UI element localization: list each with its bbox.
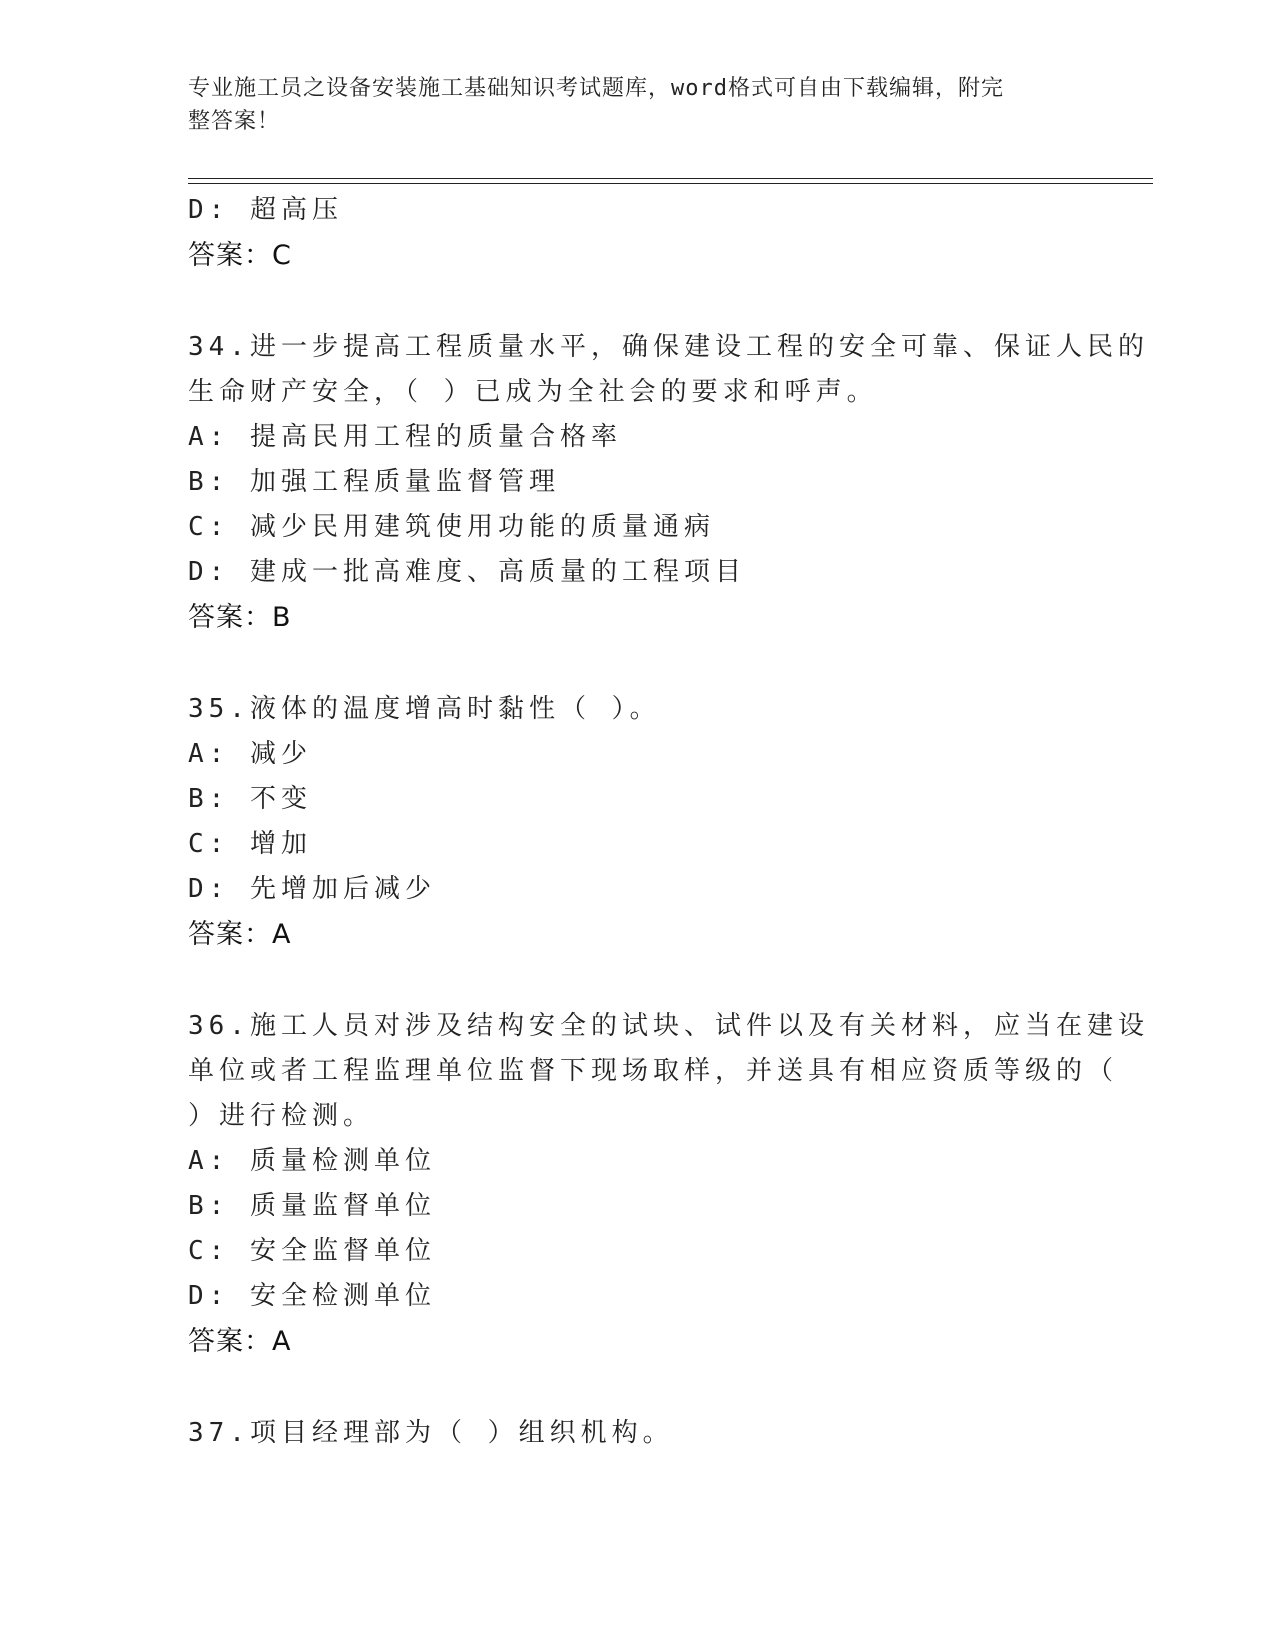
answer: 答案：B (188, 602, 292, 633)
question-stem: 37.项目经理部为（ ）组织机构。 (188, 1418, 674, 1448)
question-list (188, 188, 1149, 1456)
option-d: D: 建成一批高难度、高质量的工程项目 (188, 557, 746, 587)
header-line-2: 整答案！ (188, 109, 281, 134)
header-divider-bottom (188, 183, 1153, 184)
question-33-fragment (188, 188, 1088, 278)
document-header (188, 72, 1068, 138)
header-line-1: 专业施工员之设备安装施工基础知识考试题库，word格式可自由下载编辑，附完 (188, 76, 1004, 101)
option-a: A: 提高民用工程的质量合格率 (188, 422, 622, 452)
option-d: D: 超高压 (188, 195, 343, 225)
question-stem: 36.施工人员对涉及结构安全的试块、试件以及有关材料，应当在建设 (188, 1011, 1149, 1041)
answer: 答案：A (188, 919, 292, 950)
option-b: B: 质量监督单位 (188, 1191, 436, 1221)
option-b: B: 加强工程质量监督管理 (188, 467, 560, 497)
answer: 答案：A (188, 1326, 292, 1357)
option-a: A: 质量检测单位 (188, 1146, 436, 1176)
question-stem: 生命财产安全，（ ）已成为全社会的要求和呼声。 (188, 377, 878, 407)
question-34 (188, 325, 1149, 640)
answer: 答案：C (188, 240, 292, 271)
option-c: C: 安全监督单位 (188, 1236, 436, 1266)
question-35 (188, 687, 1088, 957)
question-36 (188, 1004, 1149, 1364)
question-stem: 35.液体的温度增高时黏性（ ）。 (188, 694, 661, 724)
question-stem: 34.进一步提高工程质量水平，确保建设工程的安全可靠、保证人民的 (188, 332, 1149, 362)
option-a: A: 减少 (188, 739, 312, 769)
option-c: C: 增加 (188, 829, 312, 859)
option-d: D: 先增加后减少 (188, 874, 436, 904)
question-stem: ）进行检测。 (188, 1101, 375, 1131)
option-b: B: 不变 (188, 784, 312, 814)
question-stem: 单位或者工程监理单位监督下现场取样，并送具有相应资质等级的（ (188, 1056, 1119, 1086)
header-divider-top (188, 178, 1153, 179)
option-c: C: 减少民用建筑使用功能的质量通病 (188, 512, 715, 542)
question-37 (188, 1411, 1088, 1456)
option-d: D: 安全检测单位 (188, 1281, 436, 1311)
